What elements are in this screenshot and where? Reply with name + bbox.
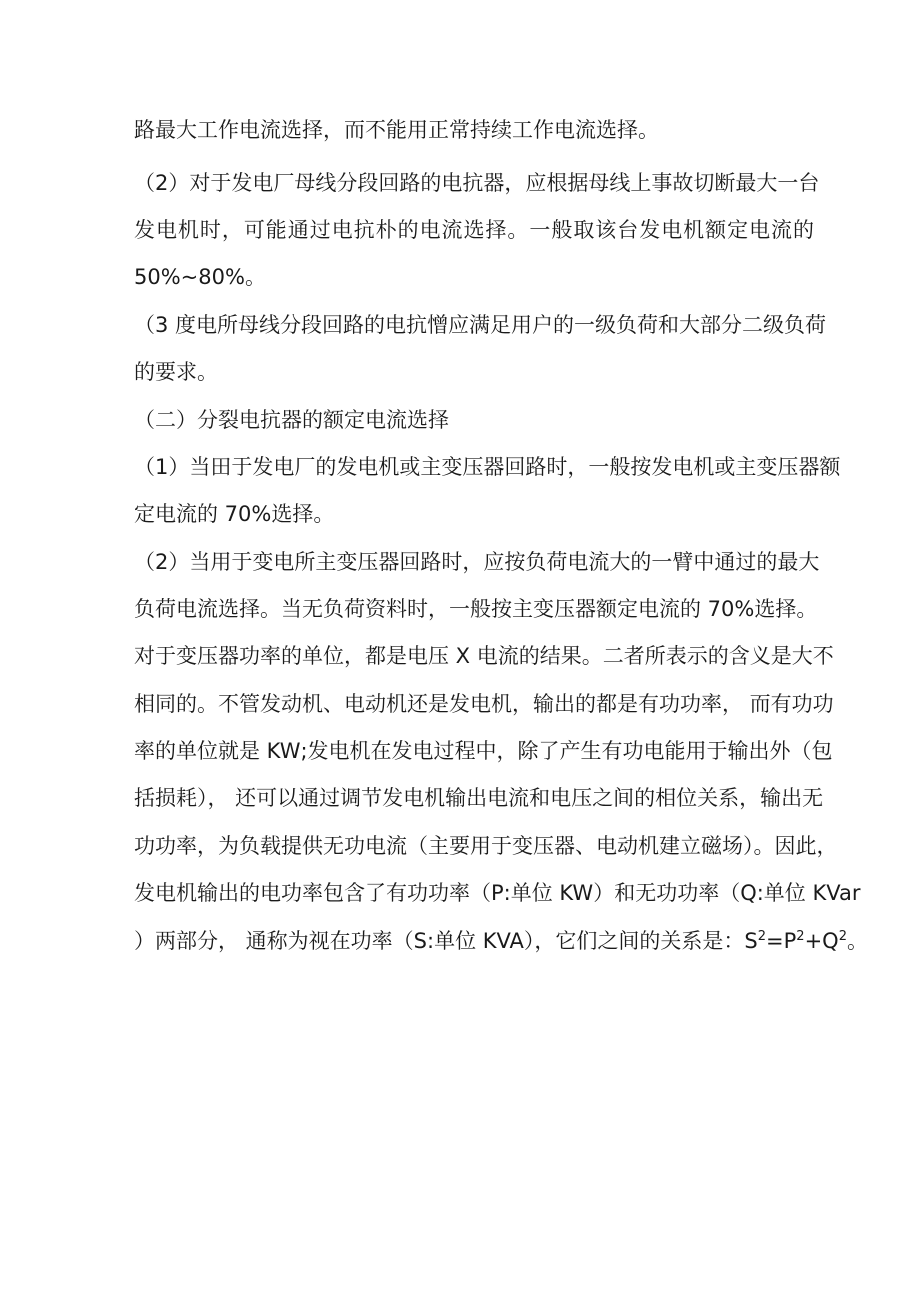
formula-text: +Q — [804, 929, 839, 953]
paragraph-line: 负荷电流选择。当无负荷资料时，一般按主变压器额定电流的 70%选择。 — [134, 597, 818, 621]
superscript: 2 — [757, 929, 767, 944]
paragraph-line: 相同的。不管发动机、电动机还是发电机，输出的都是有功功率， 而有功功 — [134, 692, 834, 716]
formula-text: =P — [766, 929, 797, 953]
paragraph-line: 路最大工作电流选择，而不能用正常持续工作电流选择。 — [134, 118, 659, 142]
paragraph-line: 功功率，为负载提供无功电流（主要用于变压器、电动机建立磁场）。因此， — [134, 834, 838, 858]
superscript: 2 — [838, 929, 847, 944]
paragraph-line: 的要求。 — [134, 360, 218, 384]
paragraph-line: 率的单位就是 KW;发电机在发电过程中，除了产生有功电能用于输出外（包 — [134, 739, 833, 763]
formula-text: 。 — [846, 929, 868, 953]
paragraph-line: 50%~80%。 — [134, 265, 266, 289]
paragraph-line: （2）当用于变电所主变压器回路时，应按负荷电流大的一臂中通过的最大 — [134, 550, 820, 574]
paragraph-line: （1）当田于发电厂的发电机或主变压器回路时，一般按发电机或主变压器额 — [134, 455, 841, 479]
paragraph-line: 定电流的 70%选择。 — [134, 502, 335, 526]
paragraph-line: （2）对于发电厂母线分段回路的电抗器，应根据母线上事故切断最大一台 — [134, 171, 820, 195]
paragraph-line: 发电机输出的电功率包含了有功功率（P:单位 KW）和无功功率（Q:单位 KVar — [134, 881, 861, 905]
superscript: 2 — [796, 929, 805, 944]
formula-line — [134, 925, 868, 957]
paragraph-line: （3 度电所母线分段回路的电抗憎应满足用户的一级负荷和大部分二级负荷 — [134, 313, 827, 337]
formula-text: ）两部分， 通称为视在功率（S:单位 KVA），它们之间的关系是：S — [134, 929, 758, 953]
paragraph-line: 对于变压器功率的单位，都是电压 X 电流的结果。二者所表示的含义是大不 — [134, 644, 834, 668]
section-heading: （二）分裂电抗器的额定电流选择 — [134, 408, 449, 432]
paragraph-line: 发电机时，可能通过电抗朴的电流选择。一般取该台发电机额定电流的 — [134, 218, 814, 242]
paragraph-line: 括损耗）， 还可以通过调节发电机输出电流和电压之间的相位关系，输出无 — [134, 786, 824, 810]
